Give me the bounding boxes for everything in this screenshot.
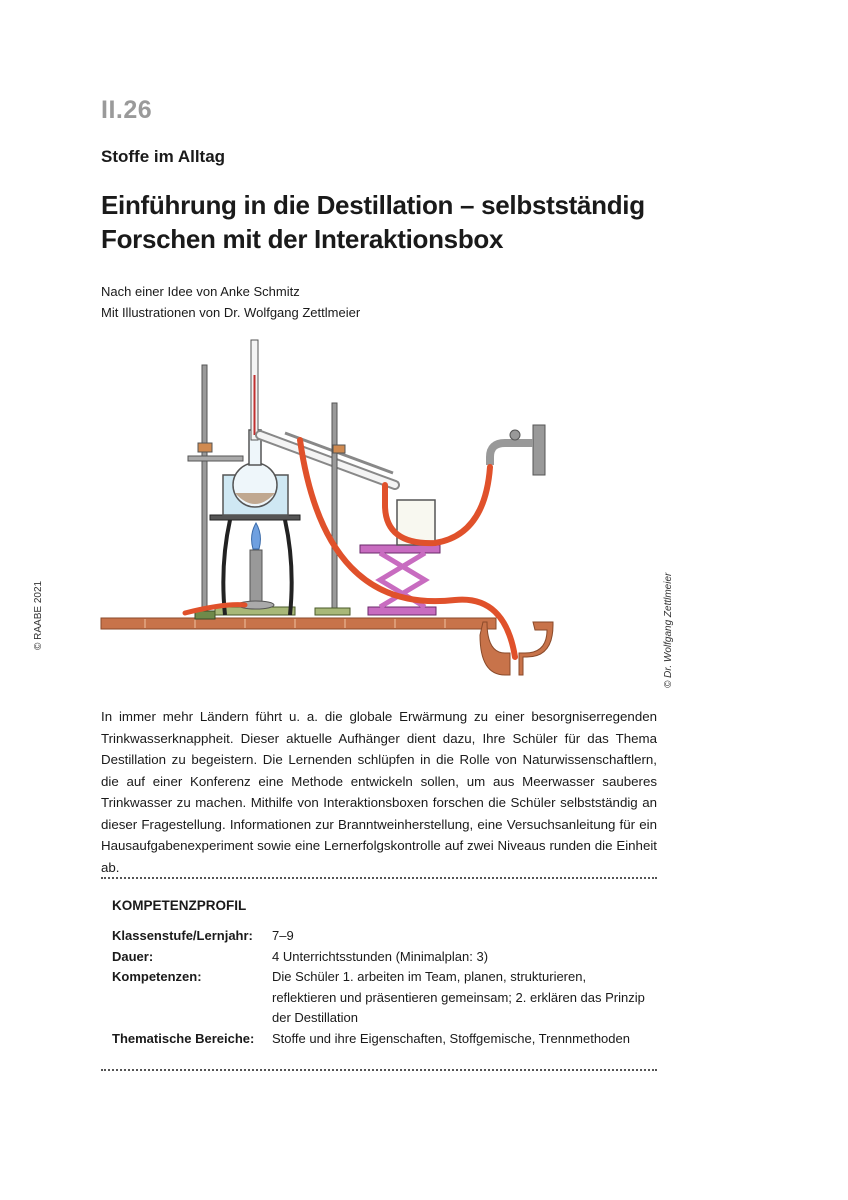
copyright-raabe-text: © RAABE 2021 [33, 580, 44, 650]
stand-rod-right [332, 403, 337, 613]
page-title: Einführung in die Destillation – selbstständig Forschen mit der Interaktionsbox [101, 190, 645, 254]
profile-table [112, 926, 652, 1049]
stand-rod-left [202, 365, 207, 615]
profile-value: Die Schüler 1. arbeiten im Team, planen, strukturieren, reflektieren und präsentieren gemeinsam; 2. erklären das Prinzip der Destillation [272, 969, 645, 1025]
profile-label: Thematische Bereiche: [112, 1030, 255, 1046]
divider-top [101, 877, 657, 879]
profile-value: 4 Unterrichtsstunden (Minimalplan: 3) [272, 948, 489, 964]
credit-idea: Nach einer Idee von Anke Schmitz [101, 284, 300, 299]
profile-value: Stoffe und ihre Eigenschaften, Stoffgemische, Trennmethoden [272, 1030, 630, 1046]
clamp-left [188, 456, 243, 461]
sink-drain-right [519, 622, 553, 675]
credits [101, 281, 360, 323]
profile-label: Kompetenzen: [112, 969, 202, 984]
profile-row-competencies [112, 967, 652, 1029]
divider-bottom [101, 1069, 657, 1071]
distillation-apparatus-illustration [95, 335, 565, 685]
copyright-raabe [30, 560, 46, 650]
profile-row-grade [112, 926, 652, 947]
credit-illustrations: Mit Illustrationen von Dr. Wolfgang Zettlmeier [101, 305, 361, 320]
wall-plate [533, 425, 545, 475]
bunsen-burner [250, 550, 262, 605]
profile-label: Klassenstufe/Lernjahr: [112, 928, 253, 943]
category-label: Stoffe im Alltag [101, 147, 226, 166]
profile-heading: KOMPETENZPROFIL [112, 898, 247, 913]
section-number: II.26 [101, 96, 153, 124]
copyright-illustrator-text: © Dr. Wolfgang Zettlmeier [663, 572, 674, 688]
copyright-illustrator [660, 558, 676, 688]
flame [252, 523, 261, 549]
profile-row-duration [112, 947, 652, 968]
profile-row-topics [112, 1029, 652, 1050]
profile-value: 7–9 [272, 928, 294, 943]
profile-label: Dauer: [112, 948, 154, 964]
intro-paragraph: In immer mehr Ländern führt u. a. die globale Erwärmung zu einer besorgniserregenden Trinkwasserknappheit. Dieser aktuelle Aufhänger dient dazu, Ihre Schüler für das Thema Destillation zu begeistern. Die Lernenden schlüpfen in die Rolle von Naturwissenschaftlern, die auf einer Konferenz eine Methode entwickeln sollen, um aus Meerwasser sauberes Trinkwasser zu machen. Mithilfe von Interaktionsboxen forschen die Schüler selbstständig an dieser Fragestellung. Informationen zur Branntweinherstellung, eine Versuchsanleitung für ein Hausaufgabenexperiment sowie eine Lernerfolgskontrolle auf zwei Niveaus runden die Einheit ab. [101, 709, 657, 875]
lab-jack-base [368, 607, 436, 615]
faucet [490, 443, 533, 465]
bench [101, 618, 496, 629]
lab-jack-top [360, 545, 440, 553]
stand-base-right [315, 608, 350, 615]
